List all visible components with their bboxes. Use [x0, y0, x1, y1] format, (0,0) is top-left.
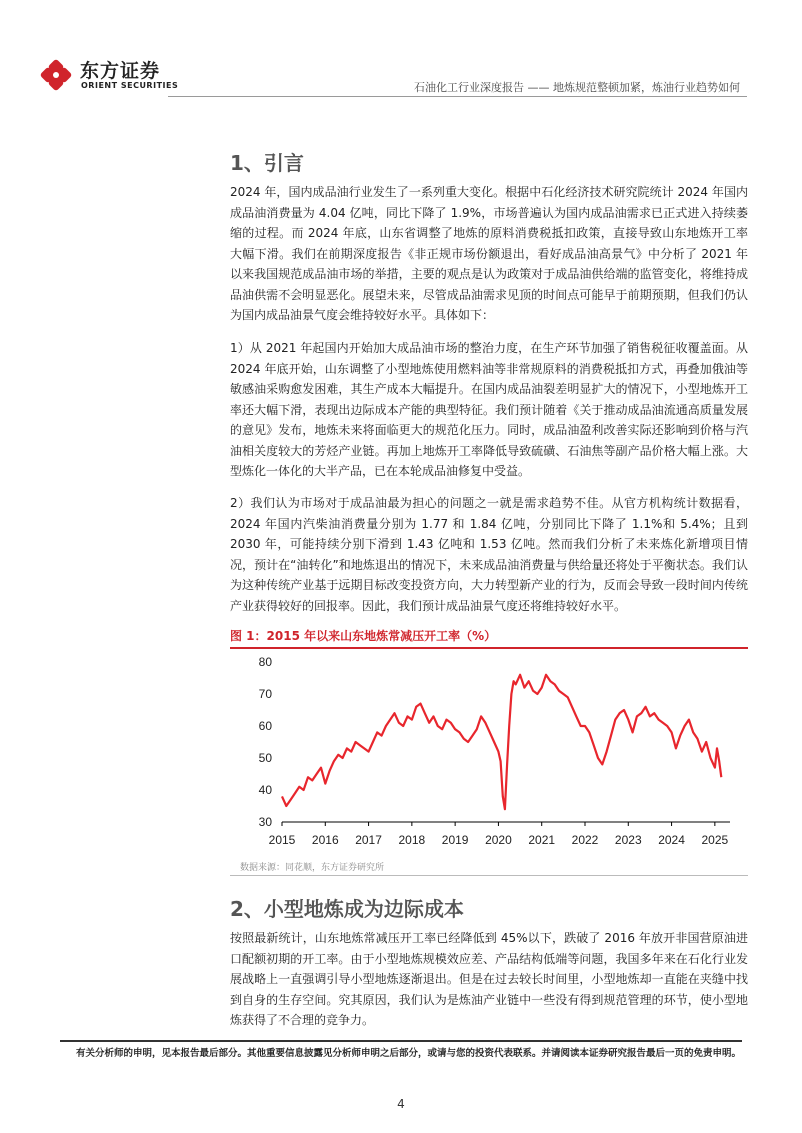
figure-source: 数据来源：同花顺，东方证券研究所	[240, 863, 385, 873]
section-1-paragraph-3: 2）我们认为市场对于成品油最为担心的问题之一就是需求趋势不佳。从官方机构统计数据看，2024 年国内汽柴油消费量分别为 1.77 和 1.84 亿吨，分别同比下降了 1.1%和 5.4%；且到 2030 年，可能持续分别下滑到 1.43 亿吨和 1.53 亿吨。然而我们分析了未来炼化新增项目情况，预计在“油转化”和地炼退出的情况下，未来成品油消费量与供给量还将处于平衡状态。我们认为这种传统产业基于远期目标改变投资方向，大力转型新产业的行为，反而会导致一段时间内传统产业获得较好的回报率。因此，我们预计成品油景气度还将维持较好水平。	[230, 496, 748, 613]
page-number: 4	[397, 1097, 405, 1111]
x-tick-label: 2018	[398, 833, 426, 847]
x-tick-label: 2017	[355, 833, 382, 847]
y-tick-label: 70	[258, 687, 272, 701]
line-chart	[238, 652, 738, 857]
x-tick-label: 2025	[701, 833, 729, 847]
x-tick-label: 2015	[268, 833, 296, 847]
section-2-paragraph-1: 按照最新统计，山东地炼常减压开工率已经降低到 45%以下，跌破了 2016 年放开非国营原油进口配额初期的开工率。由于小型地炼规模效应差、产品结构低端等问题，我国多年来在石化行业发展战略上一直强调引导小型地炼逐渐退出。但是在过去较长时间里，小型地炼却一直能在夹缝中找到自身的生存空间。究其原因，我们认为是炼油产业链中一些没有得到规范管理的环节，使小型地炼获得了不合理的竞争力。	[230, 931, 748, 1027]
series-line	[282, 675, 721, 809]
figure-top-rule	[230, 647, 748, 649]
x-tick-label: 2022	[571, 833, 599, 847]
section-1-paragraph-2: 1）从 2021 年起国内开始加大成品油市场的整治力度，在生产环节加强了销售税征收覆盖面。从 2024 年底开始，山东调整了小型地炼使用燃料油等非常规原料的消费税抵扣方式，再叠加俄油等敏感油采购愈发困难，其生产成本大幅提升。在国内成品油裂差明显扩大的情况下，小型地炼开工率还大幅下滑，表现出边际成本产能的典型特征。我们预计随着《关于推动成品油流通高质量发展的意见》发布，地炼未来将面临更大的规范化压力。同时，成品油盈利改善实际还影响到价格与汽油相关度较大的芳烃产业链。再加上地炼开工率降低导致硫磺、石油焦等副产品价格大幅上涨。大型炼化一体化的大半产品，已在本轮成品油修复中受益。	[230, 341, 748, 478]
y-tick-label: 60	[258, 719, 272, 733]
company-logo-name: 东方证券	[80, 60, 161, 82]
y-tick-label: 50	[258, 751, 272, 765]
x-tick-label: 2020	[485, 833, 512, 847]
section-1-paragraph-1: 2024 年，国内成品油行业发生了一系列重大变化。根据中石化经济技术研究院统计 2024 年国内成品油消费量为 4.04 亿吨，同比下降了 1.9%，市场普遍认为国内成品油需求已正式进入持续萎缩的过程。而 2024 年底，山东省调整了地炼的原料消费税抵扣政策，直接导致山东地炼开工率大幅下滑。我们在前期深度报告《非正规市场份额退出，看好成品油高景气》中分析了 2021 年以来我国规范成品油市场的举措，主要的观点是认为政策对于成品油供给端的监管变化，将维持成品油供需不会明显恶化。展望未来，尽管成品油需求见顶的时间点可能早于前期预期，但我们仍认为国内成品油景气度会维持较好水平。具体如下：	[230, 185, 748, 322]
company-logo-icon	[38, 57, 74, 93]
section-2-title: 2、小型地炼成为边际成本	[230, 897, 464, 921]
footer-divider	[60, 1040, 742, 1042]
header-divider	[168, 96, 747, 97]
footer-disclaimer: 有关分析师的申明，见本报告最后部分。其他重要信息披露见分析师申明之后部分，或请与您的投资代表联系。并请阅读本证券研究报告最后一页的免责申明。	[76, 1048, 742, 1059]
report-title: 石油化工行业深度报告 —— 地炼规范整顿加紧，炼油行业趋势如何	[414, 81, 740, 94]
y-tick-label: 40	[258, 783, 272, 797]
figure-bottom-rule	[230, 875, 748, 876]
y-tick-label: 30	[258, 815, 272, 829]
y-tick-label: 80	[258, 655, 272, 669]
figure-caption: 图 1：2015 年以来山东地炼常减压开工率（%）	[230, 629, 497, 643]
company-logo-english: ORIENT SECURITIES	[81, 81, 179, 90]
section-1-title: 1、引言	[230, 151, 304, 175]
x-tick-label: 2019	[441, 833, 469, 847]
x-tick-label: 2016	[311, 833, 339, 847]
x-tick-label: 2021	[528, 833, 556, 847]
x-tick-label: 2024	[658, 833, 685, 847]
x-tick-label: 2023	[614, 833, 642, 847]
